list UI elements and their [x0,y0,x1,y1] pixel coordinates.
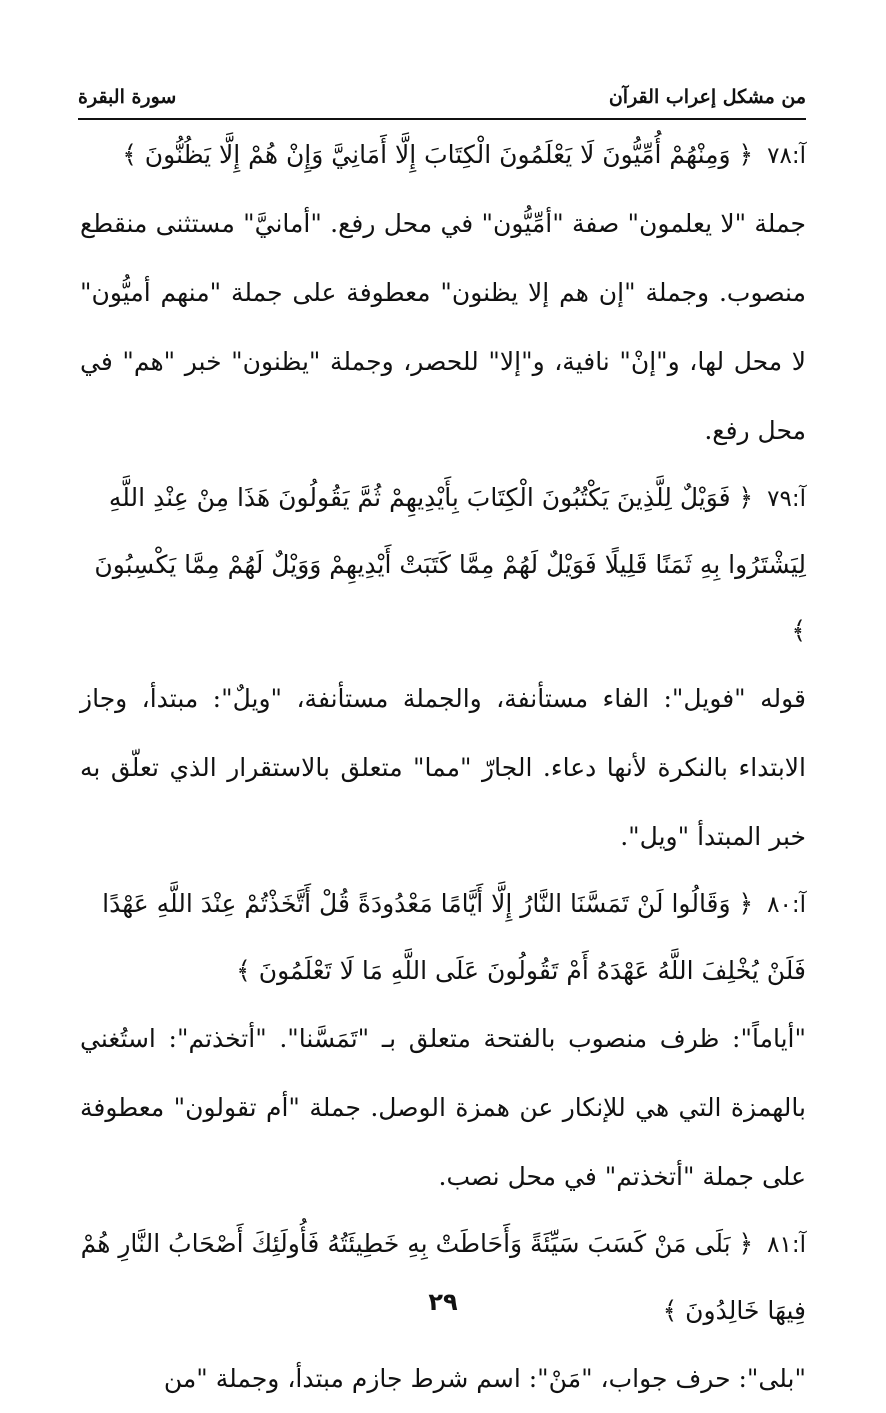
verse-text: ﴿ بَلَى مَنْ كَسَبَ سَيِّئَةً وَأَحَاطَتْ بِهِ خَطِيئَتُهُ فَأُولَئِكَ أَصْحَابُ النَّارِ هُمْ فِيهَا خَالِدُونَ ﴾ [80,1229,806,1325]
commentary-paragraph: "أياماً": ظرف منصوب بالفتحة متعلق بـ "تَمَسَّنا". "أتخذتم": استُغني بالهمزة التي هي للإنكار عن همزة الوصل. جملة "أم تقولون" معطوفة على جملة "أتخذتم" في محل نصب. [80,1024,806,1191]
page-number: ٢٩ [428,1288,458,1316]
running-header [78,80,806,120]
verse-text: ﴿ فَوَيْلٌ لِلَّذِينَ يَكْتُبُونَ الْكِتَابَ بِأَيْدِيهِمْ ثُمَّ يَقُولُونَ هَذَا مِنْ عِنْدِ اللَّهِ لِيَشْتَرُوا بِهِ ثَمَنًا قَلِيلًا فَوَيْلٌ لَهُمْ مِمَّا كَتَبَتْ أَيْدِيهِمْ وَوَيْلٌ لَهُمْ مِمَّا يَكْسِبُونَ ﴾ [94,483,806,645]
commentary-paragraph: "بلى": حرف جواب، "مَنْ": اسم شرط جازم مبتدأ، وجملة "من [163,1364,806,1393]
verse-text: ﴿ وَقَالُوا لَنْ تَمَسَّنَا النَّارُ إِلَّا أَيَّامًا مَعْدُودَةً قُلْ أَتَّخَذْتُمْ عِنْدَ اللَّهِ عَهْدًا فَلَنْ يُخْلِفَ اللَّهُ عَهْدَهُ أَمْ تَقُولُونَ عَلَى اللَّهِ مَا لَا تَعْلَمُونَ ﴾ [102,889,806,985]
verse-79 [80,465,806,664]
verse-text: ﴿ وَمِنْهُمْ أُمِّيُّونَ لَا يَعْلَمُونَ الْكِتَابَ إِلَّا أَمَانِيَّ وَإِنْ هُمْ إِلَّا يَظُنُّونَ ﴾ [122,140,754,169]
verse-number: آ:٨٠ [767,892,806,918]
verse-81 [80,1211,806,1344]
commentary-paragraph: قوله "فويل": الفاء مستأنفة، والجملة مستأنفة، "ويلٌ": مبتدأ، وجاز الابتداء بالنكرة لأنها دعاء. الجارّ "مما" متعلق بالاستقرار الذي تعلّق به خبر المبتدأ "ويل". [80,684,806,851]
verse-80 [80,871,806,1004]
verse-number: آ:٧٩ [767,486,806,512]
verse-block-79 [80,465,806,871]
verse-block-78 [80,122,806,465]
verse-number: آ:٨١ [767,1232,806,1258]
verse-block-80 [80,871,806,1211]
surah-name: سورة البقرة [78,86,177,108]
page-content [80,122,806,1413]
book-title: من مشكل إعراب القرآن [608,86,806,108]
verse-number: آ:٧٨ [767,143,806,169]
verse-78 [80,122,806,189]
commentary-paragraph: جملة "لا يعلمون" صفة "أمِّيُّون" في محل رفع. "أمانيَّ" مستثنى منقطع منصوب. وجملة "إن هم إلا يظنون" معطوفة على جملة "منهم أميُّون" لا محل لها، و"إنْ" نافية، و"إلا" للحصر، وجملة "يظنون" خبر "هم" في محل رفع. [80,209,806,445]
